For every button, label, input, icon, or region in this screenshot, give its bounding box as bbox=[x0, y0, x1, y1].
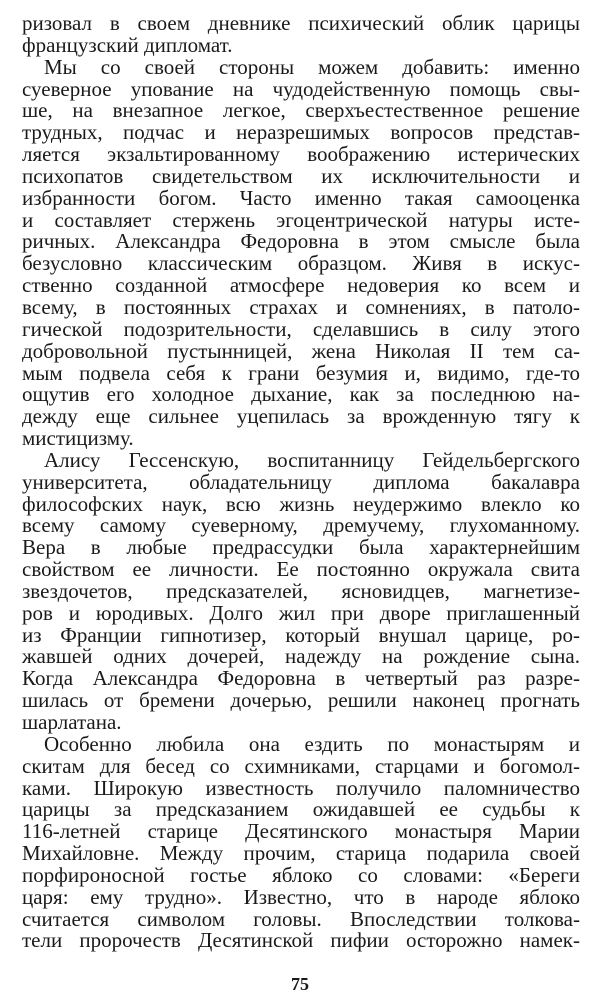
text-line: 116-летней старице Десятинского монастыря Марии bbox=[22, 819, 580, 844]
text-line: безусловно классическим образцом. Живя в искус- bbox=[22, 251, 580, 276]
text-line: жавшей одних дочерей, надежду на рождение сына. bbox=[22, 644, 580, 669]
text-line: Мы со своей стороны можем добавить: именно bbox=[44, 54, 580, 79]
text-line: считается символом головы. Впоследствии толкова- bbox=[22, 906, 580, 931]
text-line: ров и юродивых. Долго жил при дворе приглашенный bbox=[22, 600, 580, 625]
text-line: гической подозрительности, сделавшись в силу этого bbox=[22, 316, 580, 341]
text-line: мым подвела себя к грани безумия и, видимо, где-то bbox=[22, 360, 580, 385]
text-line: трудных, подчас и неразрешимых вопросов представ- bbox=[22, 120, 580, 145]
text-line: свойством ее личности. Ее постоянно окружала свита bbox=[22, 557, 580, 582]
text-line: философских наук, всю жизнь неудержимо влекло ко bbox=[22, 491, 580, 516]
text-line: Михайловне. Между прочим, старица подарила своей bbox=[22, 841, 580, 866]
text-line: добровольной пустынницей, жена Николая II тем са- bbox=[22, 338, 580, 363]
text-line: порфироносной гостье яблоко со словами: «Береги bbox=[22, 862, 580, 887]
text-line: ризовал в своем дневнике психический облик царицы bbox=[22, 11, 580, 35]
text-line: ше, на внезапное легкое, сверхъестественное решение bbox=[22, 98, 580, 123]
text-line: тели пророчеств Десятинской пифии осторожно намек- bbox=[22, 928, 580, 953]
text-line: царицы за предсказанием ожидавшей ее судьбы к bbox=[22, 797, 580, 822]
text-line: царя: ему трудно». Известно, что в народе яблоко bbox=[22, 884, 580, 909]
text-line: скитам для бесед со схимниками, старцами и богомол- bbox=[22, 753, 580, 778]
text-line: ощутив его холодное дыхание, как за последнюю на- bbox=[22, 382, 580, 407]
text-line: Алису Гессенскую, воспитанницу Гейдельбергского bbox=[44, 447, 580, 472]
text-line: мистицизму. bbox=[22, 426, 134, 451]
text-line: всему самому суеверному, дремучему, глухоманному. bbox=[22, 513, 580, 538]
page-body bbox=[22, 13, 580, 952]
text-line: и составляет стержень эгоцентрической натуры исте- bbox=[22, 207, 580, 232]
text-line: суеверное упование на чудодейственную помощь свы- bbox=[22, 76, 580, 101]
text-line: из Франции гипнотизер, который внушал царице, ро- bbox=[22, 622, 580, 647]
text-line: университета, обладательницу диплома бакалавра bbox=[22, 469, 580, 494]
text-line: психопатов свидетельством их исключительности и bbox=[22, 163, 580, 188]
text-line: избранности богом. Часто именно такая самооценка bbox=[22, 185, 580, 210]
text-line: французский дипломат. bbox=[22, 32, 233, 57]
text-line: всему, в постоянных страхах и сомнениях, в патоло- bbox=[22, 294, 580, 319]
text-line: Вера в любые предрассудки была характернейшим bbox=[22, 535, 580, 560]
page-number: 75 bbox=[291, 974, 309, 994]
text-line: ричных. Александра Федоровна в этом смысле была bbox=[22, 229, 580, 254]
text-line: ственно созданной атмосфере недоверия ко всем и bbox=[22, 273, 580, 298]
paragraph bbox=[22, 13, 580, 57]
text-line: шилась от бремени дочерью, решили наконец прогнать bbox=[22, 688, 580, 713]
paragraph bbox=[22, 447, 580, 734]
paragraph bbox=[22, 54, 580, 451]
text-line: Когда Александра Федоровна в четвертый раз разре- bbox=[22, 666, 580, 691]
paragraph bbox=[22, 731, 580, 953]
text-line: звездочетов, предсказателей, ясновидцев, магнетизе- bbox=[22, 578, 580, 603]
text-line: ляется экзальтированному воображению истерических bbox=[22, 142, 580, 167]
text-line: шарлатана. bbox=[22, 710, 122, 734]
text-line: ками. Широкую известность получило паломничество bbox=[22, 775, 580, 800]
text-line: Особенно любила она ездить по монастырям и bbox=[44, 731, 580, 756]
text-line: дежду еще сильнее уцепилась за врожденную тягу к bbox=[22, 404, 580, 429]
